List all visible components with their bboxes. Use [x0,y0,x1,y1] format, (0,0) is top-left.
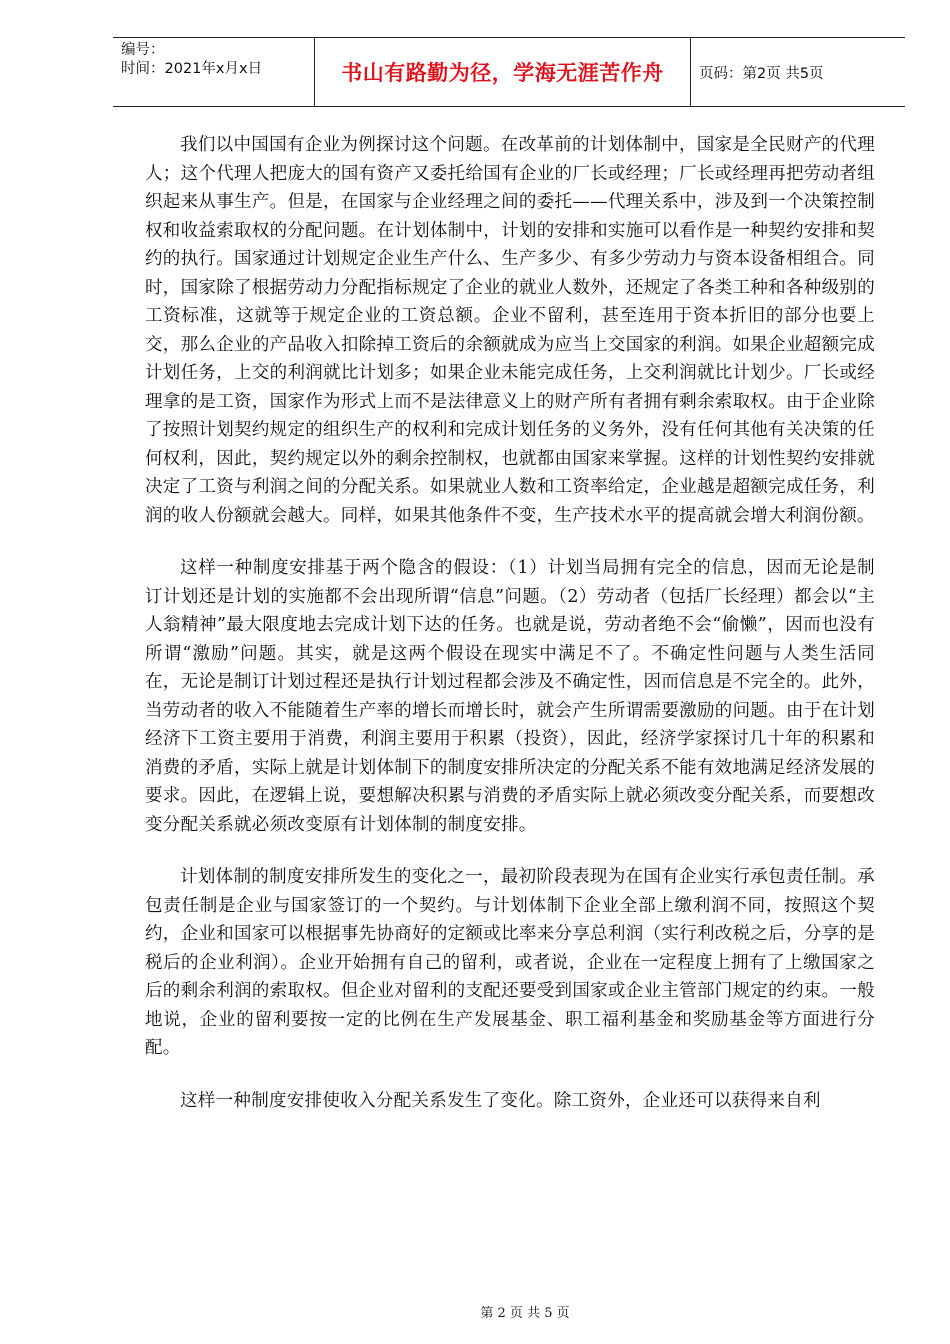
paragraph-2: 这样一种制度安排基于两个隐含的假设：（1）计划当局拥有完全的信息，因而无论是制订计划还是计划的实施都不会出现所谓“信息”问题。（2）劳动者（包括厂长经理）都会以“主人翁精神”最大限度地去完成计划下达的任务。也就是说，劳动者绝不会“偷懒”，因而也没有所谓“激励”问题。其实，就是这两个假设在现实中满足不了。不确定性问题与人类生活同在，无论是制订计划过程还是执行计划过程都会涉及不确定性，因而信息是不完全的。此外，当劳动者的收入不能随着生产率的增长而增长时，就会产生所谓需要激励的问题。由于在计划经济下工资主要用于消费，利润主要用于积累（投资），因此，经济学家探讨几十年的积累和消费的矛盾，实际上就是计划体制下的制度安排所决定的分配关系不能有效地满足经济发展的要求。因此，在逻辑上说，要想解决积累与消费的矛盾实际上就必须改变分配关系，而要想改变分配关系就必须改变原有计划体制的制度安排。 [145,558,875,835]
document-time-label: 时间：2021年x月x日 [121,61,263,77]
paragraph-3: 计划体制的制度安排所发生的变化之一，最初阶段表现为在国有企业实行承包责任制。承包责任制是企业与国家签订的一个契约。与计划体制下企业全部上缴利润不同，按照这个契约，企业和国家可以根据事先协商好的定额或比率来分享总利润（实行利改税之后，分享的是税后的企业利润）。企业开始拥有自己的留利，或者说，企业在一定程度上拥有了上缴国家之后的剩余利润的索取权。但企业对留利的支配还要受到国家或企业主管部门规定的约束。一般地说，企业的留利要按一定的比例在生产发展基金、职工福利基金和奖励基金等方面进行分配。 [145,867,875,1058]
header-motto: 书山有路勤为径，学海无涯苦作舟 [315,38,691,106]
header-meta-cell [113,38,315,106]
page-header [113,37,905,107]
paragraph-1: 我们以中国国有企业为例探讨这个问题。在改革前的计划体制中，国家是全民财产的代理人；这个代理人把庞大的国有资产又委托给国有企业的厂长或经理；厂长或经理再把劳动者组织起来从事生产。但是，在国家与企业经理之间的委托——代理关系中，涉及到一个决策控制权和收益索取权的分配问题。在计划体制中，计划的安排和实施可以看作是一种契约安排和契约的执行。国家通过计划规定企业生产什么、生产多少、有多少劳动力与资本设备相组合。同时，国家除了根据劳动力分配指标规定了企业的就业人数外，还规定了各类工种和各种级别的工资标准，这就等于规定企业的工资总额。企业不留利，甚至连用于资本折旧的部分也要上交，那么企业的产品收入扣除掉工资后的余额就成为应当上交国家的利润。如果企业超额完成计划任务，上交的利润就比计划多；如果企业未能完成任务，上交利润就比计划少。厂长或经理拿的是工资，国家作为形式上而不是法律意义上的财产所有者拥有剩余索取权。由于企业除了按照计划契约规定的组织生产的权利和完成计划任务的义务外，没有任何其他有关决策的任何权利，因此，契约规定以外的剩余控制权，也就都由国家来掌握。这样的计划性契约安排就决定了工资与利润之间的分配关系。如果就业人数和工资率给定，企业越是超额完成任务，利润的收人份额就会越大。同样，如果其他条件不变，生产技术水平的提高就会增大利润份额。 [145,135,875,526]
paragraph-4: 这样一种制度安排使收入分配关系发生了变化。除工资外，企业还可以获得来自利 [180,1090,821,1111]
header-page-info: 页码：第2页 共5页 [699,65,824,82]
page-footer: 第 2 页 共 5 页 [480,1306,570,1321]
document-body [145,131,875,1139]
document-number-label: 编号： [121,42,165,58]
